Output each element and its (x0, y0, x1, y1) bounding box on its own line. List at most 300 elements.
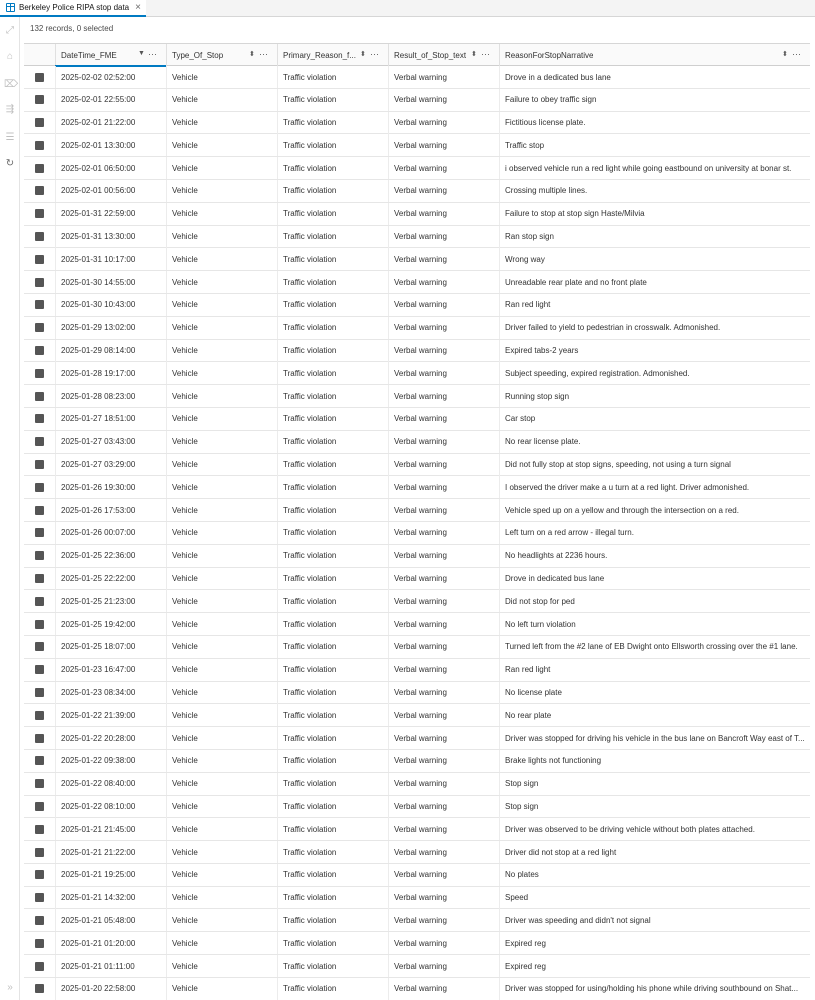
cell-primary-reason: Traffic violation (277, 909, 388, 931)
attribute-table (24, 43, 810, 1000)
sort-descending-icon[interactable]: ▼ (138, 50, 145, 57)
table-row[interactable] (24, 112, 810, 135)
more-options-icon[interactable]: ··· (792, 49, 801, 59)
row-select-cell (24, 180, 55, 202)
row-checkbox[interactable] (35, 711, 44, 720)
row-checkbox[interactable] (35, 506, 44, 515)
row-checkbox[interactable] (35, 369, 44, 378)
cell-primary-reason: Traffic violation (277, 773, 388, 795)
cell-datetime: 2025-01-21 01:11:00 (55, 955, 166, 977)
cell-reason-narrative: Did not stop for ped (499, 590, 810, 612)
cell-datetime: 2025-01-22 09:38:00 (55, 750, 166, 772)
cell-type-of-stop: Vehicle (166, 590, 277, 612)
row-checkbox[interactable] (35, 232, 44, 241)
cell-primary-reason: Traffic violation (277, 271, 388, 293)
table-row[interactable] (24, 750, 810, 773)
cell-primary-reason: Traffic violation (277, 887, 388, 909)
cell-primary-reason: Traffic violation (277, 682, 388, 704)
cell-result-of-stop: Verbal warning (388, 932, 499, 954)
row-checkbox[interactable] (35, 597, 44, 606)
cell-result-of-stop: Verbal warning (388, 112, 499, 134)
row-checkbox[interactable] (35, 665, 44, 674)
row-select-cell (24, 659, 55, 681)
table-header (24, 43, 810, 66)
cell-primary-reason: Traffic violation (277, 545, 388, 567)
row-checkbox[interactable] (35, 164, 44, 173)
table-row[interactable] (24, 431, 810, 454)
table-row[interactable] (24, 568, 810, 591)
cell-reason-narrative: No headlights at 2236 hours. (499, 545, 810, 567)
sort-icon[interactable]: ⬍ (471, 51, 477, 58)
cell-result-of-stop: Verbal warning (388, 476, 499, 498)
cell-primary-reason: Traffic violation (277, 613, 388, 635)
cell-result-of-stop: Verbal warning (388, 704, 499, 726)
column-header-primary-reason[interactable] (277, 44, 388, 66)
more-options-icon[interactable]: ··· (259, 49, 268, 59)
column-header-result-of-stop[interactable] (388, 44, 499, 66)
cell-type-of-stop: Vehicle (166, 203, 277, 225)
column-header-datetime[interactable] (55, 44, 166, 66)
row-select-cell (24, 887, 55, 909)
cell-type-of-stop: Vehicle (166, 248, 277, 270)
cell-primary-reason: Traffic violation (277, 362, 388, 384)
cell-reason-narrative: Driver was observed to be driving vehicle without both plates attached. (499, 818, 810, 840)
row-select-cell (24, 112, 55, 134)
tab-bar (0, 0, 815, 17)
cell-type-of-stop: Vehicle (166, 157, 277, 179)
row-checkbox[interactable] (35, 848, 44, 857)
cell-primary-reason: Traffic violation (277, 932, 388, 954)
column-label: Type_Of_Stop (172, 50, 224, 60)
row-select-cell (24, 408, 55, 430)
tag-icon[interactable]: ⌦ (4, 79, 19, 90)
cell-primary-reason: Traffic violation (277, 431, 388, 453)
row-select-cell (24, 157, 55, 179)
row-checkbox[interactable] (35, 870, 44, 879)
cell-datetime: 2025-01-30 14:55:00 (55, 271, 166, 293)
cell-primary-reason: Traffic violation (277, 226, 388, 248)
row-checkbox[interactable] (35, 916, 44, 925)
table-row[interactable] (24, 248, 810, 271)
expand-icon[interactable]: ⤢ (6, 25, 14, 36)
sort-icon[interactable]: ⬍ (249, 51, 255, 58)
cell-primary-reason: Traffic violation (277, 499, 388, 521)
cell-datetime: 2025-01-21 19:25:00 (55, 864, 166, 886)
row-checkbox[interactable] (35, 688, 44, 697)
cell-result-of-stop: Verbal warning (388, 887, 499, 909)
cell-type-of-stop: Vehicle (166, 864, 277, 886)
row-select-cell (24, 909, 55, 931)
table-row[interactable] (24, 134, 810, 157)
row-select-cell (24, 385, 55, 407)
cell-reason-narrative: No left turn violation (499, 613, 810, 635)
row-checkbox[interactable] (35, 186, 44, 195)
table-row[interactable] (24, 682, 810, 705)
table-row[interactable] (24, 362, 810, 385)
cell-type-of-stop: Vehicle (166, 773, 277, 795)
row-select-cell (24, 248, 55, 270)
cell-datetime: 2025-01-25 22:36:00 (55, 545, 166, 567)
row-checkbox[interactable] (35, 779, 44, 788)
column-header-reason-narrative[interactable] (499, 44, 810, 66)
cell-type-of-stop: Vehicle (166, 818, 277, 840)
row-select-cell (24, 522, 55, 544)
row-checkbox[interactable] (35, 392, 44, 401)
cell-reason-narrative: Running stop sign (499, 385, 810, 407)
cell-result-of-stop: Verbal warning (388, 271, 499, 293)
cell-result-of-stop: Verbal warning (388, 248, 499, 270)
cell-result-of-stop: Verbal warning (388, 659, 499, 681)
row-checkbox[interactable] (35, 95, 44, 104)
cell-result-of-stop: Verbal warning (388, 431, 499, 453)
row-checkbox[interactable] (35, 893, 44, 902)
cell-primary-reason: Traffic violation (277, 248, 388, 270)
cell-datetime: 2025-01-27 03:43:00 (55, 431, 166, 453)
cell-primary-reason: Traffic violation (277, 750, 388, 772)
cell-result-of-stop: Verbal warning (388, 682, 499, 704)
cell-primary-reason: Traffic violation (277, 180, 388, 202)
cell-reason-narrative: Driver failed to yield to pedestrian in crosswalk. Admonished. (499, 317, 810, 339)
table-row[interactable] (24, 454, 810, 477)
cell-result-of-stop: Verbal warning (388, 203, 499, 225)
cell-datetime: 2025-01-25 18:07:00 (55, 636, 166, 658)
cell-datetime: 2025-01-22 21:39:00 (55, 704, 166, 726)
cell-primary-reason: Traffic violation (277, 385, 388, 407)
sort-icon[interactable]: ⬍ (360, 51, 366, 58)
row-select-cell (24, 864, 55, 886)
row-checkbox[interactable] (35, 984, 44, 993)
cell-primary-reason: Traffic violation (277, 659, 388, 681)
cell-type-of-stop: Vehicle (166, 545, 277, 567)
cell-type-of-stop: Vehicle (166, 704, 277, 726)
cell-reason-narrative: I observed the driver make a u turn at a red light. Driver admonished. (499, 476, 810, 498)
row-checkbox[interactable] (35, 551, 44, 560)
cell-type-of-stop: Vehicle (166, 499, 277, 521)
cell-datetime: 2025-01-25 21:23:00 (55, 590, 166, 612)
table-row[interactable] (24, 796, 810, 819)
table-row[interactable] (24, 590, 810, 613)
row-select-cell (24, 134, 55, 156)
cell-result-of-stop: Verbal warning (388, 294, 499, 316)
cell-result-of-stop: Verbal warning (388, 796, 499, 818)
cell-reason-narrative: Driver was speeding and didn't not signal (499, 909, 810, 931)
table-row[interactable] (24, 476, 810, 499)
cell-datetime: 2025-01-28 08:23:00 (55, 385, 166, 407)
row-select-cell (24, 796, 55, 818)
cell-datetime: 2025-02-01 13:30:00 (55, 134, 166, 156)
table-row[interactable] (24, 887, 810, 910)
row-select-cell (24, 978, 55, 1000)
table-row[interactable] (24, 864, 810, 887)
row-checkbox[interactable] (35, 939, 44, 948)
row-select-cell (24, 317, 55, 339)
cell-primary-reason: Traffic violation (277, 636, 388, 658)
table-row[interactable] (24, 180, 810, 203)
table-row[interactable] (24, 203, 810, 226)
row-checkbox[interactable] (35, 642, 44, 651)
table-row[interactable] (24, 271, 810, 294)
cell-result-of-stop: Verbal warning (388, 454, 499, 476)
table-row[interactable] (24, 89, 810, 112)
cell-type-of-stop: Vehicle (166, 294, 277, 316)
cell-datetime: 2025-02-01 22:55:00 (55, 89, 166, 111)
table-row[interactable] (24, 499, 810, 522)
table-row[interactable] (24, 818, 810, 841)
cell-type-of-stop: Vehicle (166, 476, 277, 498)
cell-type-of-stop: Vehicle (166, 568, 277, 590)
more-options-icon[interactable]: ··· (481, 49, 490, 59)
row-checkbox[interactable] (35, 962, 44, 971)
cell-datetime: 2025-02-01 06:50:00 (55, 157, 166, 179)
cell-type-of-stop: Vehicle (166, 978, 277, 1000)
row-select-cell (24, 454, 55, 476)
cell-result-of-stop: Verbal warning (388, 841, 499, 863)
table-row[interactable] (24, 909, 810, 932)
cell-type-of-stop: Vehicle (166, 454, 277, 476)
row-checkbox[interactable] (35, 734, 44, 743)
cell-datetime: 2025-01-21 21:45:00 (55, 818, 166, 840)
table-row[interactable] (24, 317, 810, 340)
row-checkbox[interactable] (35, 574, 44, 583)
row-checkbox[interactable] (35, 802, 44, 811)
cell-type-of-stop: Vehicle (166, 909, 277, 931)
cell-datetime: 2025-01-21 01:20:00 (55, 932, 166, 954)
row-select-cell (24, 818, 55, 840)
cell-primary-reason: Traffic violation (277, 134, 388, 156)
row-checkbox[interactable] (35, 323, 44, 332)
cell-result-of-stop: Verbal warning (388, 134, 499, 156)
cell-type-of-stop: Vehicle (166, 408, 277, 430)
cell-datetime: 2025-01-25 22:22:00 (55, 568, 166, 590)
cell-reason-narrative: Subject speeding, expired registration. Admonished. (499, 362, 810, 384)
table-row[interactable] (24, 385, 810, 408)
cell-datetime: 2025-01-30 10:43:00 (55, 294, 166, 316)
cell-result-of-stop: Verbal warning (388, 909, 499, 931)
cell-datetime: 2025-01-26 19:30:00 (55, 476, 166, 498)
cell-type-of-stop: Vehicle (166, 66, 277, 88)
cell-datetime: 2025-02-01 00:56:00 (55, 180, 166, 202)
column-label: DateTime_FME (61, 50, 117, 60)
cell-datetime: 2025-01-22 20:28:00 (55, 727, 166, 749)
cell-result-of-stop: Verbal warning (388, 317, 499, 339)
row-checkbox[interactable] (35, 346, 44, 355)
cell-result-of-stop: Verbal warning (388, 818, 499, 840)
cell-primary-reason: Traffic violation (277, 454, 388, 476)
table-row[interactable] (24, 955, 810, 978)
cell-reason-narrative: Stop sign (499, 773, 810, 795)
row-select-cell (24, 340, 55, 362)
cell-reason-narrative: Drove in dedicated bus lane (499, 568, 810, 590)
cell-primary-reason: Traffic violation (277, 66, 388, 88)
row-select-cell (24, 841, 55, 863)
table-row[interactable] (24, 294, 810, 317)
cell-primary-reason: Traffic violation (277, 818, 388, 840)
row-select-cell (24, 932, 55, 954)
more-options-icon[interactable]: ··· (370, 49, 379, 59)
cell-type-of-stop: Vehicle (166, 134, 277, 156)
table-row[interactable] (24, 841, 810, 864)
row-select-cell (24, 66, 55, 88)
row-checkbox[interactable] (35, 209, 44, 218)
row-select-cell (24, 226, 55, 248)
cell-datetime: 2025-01-23 08:34:00 (55, 682, 166, 704)
select-all-column[interactable] (24, 44, 55, 66)
cell-type-of-stop: Vehicle (166, 636, 277, 658)
cell-result-of-stop: Verbal warning (388, 613, 499, 635)
cell-primary-reason: Traffic violation (277, 203, 388, 225)
cell-type-of-stop: Vehicle (166, 226, 277, 248)
row-select-cell (24, 955, 55, 977)
row-checkbox[interactable] (35, 756, 44, 765)
cell-type-of-stop: Vehicle (166, 659, 277, 681)
cell-reason-narrative: No plates (499, 864, 810, 886)
cell-datetime: 2025-01-22 08:40:00 (55, 773, 166, 795)
cell-datetime: 2025-01-29 08:14:00 (55, 340, 166, 362)
table-row[interactable] (24, 408, 810, 431)
row-checkbox[interactable] (35, 278, 44, 287)
more-options-icon[interactable]: ··· (148, 49, 157, 59)
table-row[interactable] (24, 727, 810, 750)
cell-result-of-stop: Verbal warning (388, 636, 499, 658)
table-row[interactable] (24, 704, 810, 727)
row-checkbox[interactable] (35, 300, 44, 309)
cell-type-of-stop: Vehicle (166, 340, 277, 362)
cell-result-of-stop: Verbal warning (388, 568, 499, 590)
cell-primary-reason: Traffic violation (277, 955, 388, 977)
cell-datetime: 2025-01-26 17:53:00 (55, 499, 166, 521)
row-select-cell (24, 499, 55, 521)
table-row[interactable] (24, 636, 810, 659)
cell-type-of-stop: Vehicle (166, 682, 277, 704)
row-select-cell (24, 636, 55, 658)
row-select-cell (24, 613, 55, 635)
table-row[interactable] (24, 932, 810, 955)
cell-type-of-stop: Vehicle (166, 613, 277, 635)
cell-reason-narrative: i observed vehicle run a red light while going eastbound on university at bonar st. (499, 157, 810, 179)
cell-primary-reason: Traffic violation (277, 340, 388, 362)
cell-primary-reason: Traffic violation (277, 157, 388, 179)
cell-primary-reason: Traffic violation (277, 864, 388, 886)
cell-result-of-stop: Verbal warning (388, 226, 499, 248)
close-icon[interactable]: × (135, 2, 141, 13)
cell-result-of-stop: Verbal warning (388, 522, 499, 544)
column-label: Result_of_Stop_text (394, 50, 467, 60)
cell-datetime: 2025-01-21 21:22:00 (55, 841, 166, 863)
row-select-cell (24, 568, 55, 590)
cell-type-of-stop: Vehicle (166, 89, 277, 111)
cell-result-of-stop: Verbal warning (388, 773, 499, 795)
table-row[interactable] (24, 773, 810, 796)
column-header-type-of-stop[interactable] (166, 44, 277, 66)
record-summary: 132 records, 0 selected (30, 24, 114, 33)
table-row[interactable] (24, 545, 810, 568)
cell-reason-narrative: Ran stop sign (499, 226, 810, 248)
cell-reason-narrative: Did not fully stop at stop signs, speeding, not using a turn signal (499, 454, 810, 476)
row-checkbox[interactable] (35, 825, 44, 834)
table-row[interactable] (24, 157, 810, 180)
cell-type-of-stop: Vehicle (166, 431, 277, 453)
table-body (24, 66, 810, 1000)
cell-datetime: 2025-01-21 05:48:00 (55, 909, 166, 931)
row-checkbox[interactable] (35, 483, 44, 492)
row-checkbox[interactable] (35, 460, 44, 469)
cell-reason-narrative: Unreadable rear plate and no front plate (499, 271, 810, 293)
refresh-icon[interactable]: ↻ (5, 158, 15, 169)
cell-result-of-stop: Verbal warning (388, 385, 499, 407)
row-checkbox[interactable] (35, 255, 44, 264)
cell-datetime: 2025-01-27 03:29:00 (55, 454, 166, 476)
row-select-cell (24, 590, 55, 612)
cell-result-of-stop: Verbal warning (388, 157, 499, 179)
home-icon[interactable]: ⌂ (6, 51, 14, 62)
cell-datetime: 2025-02-02 02:52:00 (55, 66, 166, 88)
cell-primary-reason: Traffic violation (277, 978, 388, 1000)
cell-type-of-stop: Vehicle (166, 385, 277, 407)
row-checkbox[interactable] (35, 620, 44, 629)
tab-ripa-stop-data[interactable] (0, 0, 146, 17)
row-select-cell (24, 750, 55, 772)
layers-icon[interactable]: ⇶ (5, 104, 15, 115)
cell-primary-reason: Traffic violation (277, 796, 388, 818)
row-checkbox[interactable] (35, 73, 44, 82)
cell-reason-narrative: Driver was stopped for using/holding his phone while driving southbound on Shat... (499, 978, 810, 1000)
table-row[interactable] (24, 66, 810, 89)
cell-reason-narrative: Expired reg (499, 932, 810, 954)
cell-primary-reason: Traffic violation (277, 408, 388, 430)
column-label: ReasonForStopNarrative (505, 50, 594, 60)
row-checkbox[interactable] (35, 118, 44, 127)
cell-type-of-stop: Vehicle (166, 796, 277, 818)
table-row[interactable] (24, 522, 810, 545)
cell-reason-narrative: Drove in a dedicated bus lane (499, 66, 810, 88)
cell-datetime: 2025-01-22 08:10:00 (55, 796, 166, 818)
cell-type-of-stop: Vehicle (166, 180, 277, 202)
cell-result-of-stop: Verbal warning (388, 864, 499, 886)
cell-primary-reason: Traffic violation (277, 841, 388, 863)
table-row[interactable] (24, 226, 810, 249)
row-checkbox[interactable] (35, 141, 44, 150)
sort-icon[interactable]: ⬍ (782, 51, 788, 58)
table-row[interactable] (24, 340, 810, 363)
left-toolbar (0, 17, 20, 1000)
cell-primary-reason: Traffic violation (277, 727, 388, 749)
cell-result-of-stop: Verbal warning (388, 340, 499, 362)
cell-type-of-stop: Vehicle (166, 955, 277, 977)
cell-reason-narrative: Wrong way (499, 248, 810, 270)
table-row[interactable] (24, 613, 810, 636)
cell-datetime: 2025-01-27 18:51:00 (55, 408, 166, 430)
cell-reason-narrative: Failure to stop at stop sign Haste/Milvia (499, 203, 810, 225)
row-select-cell (24, 682, 55, 704)
row-select-cell (24, 203, 55, 225)
cell-datetime: 2025-01-23 16:47:00 (55, 659, 166, 681)
table-row[interactable] (24, 978, 810, 1000)
row-checkbox[interactable] (35, 414, 44, 423)
cell-primary-reason: Traffic violation (277, 476, 388, 498)
cell-reason-narrative: Left turn on a red arrow - illegal turn. (499, 522, 810, 544)
row-checkbox[interactable] (35, 437, 44, 446)
table-row[interactable] (24, 659, 810, 682)
row-select-cell (24, 89, 55, 111)
cell-result-of-stop: Verbal warning (388, 180, 499, 202)
collapse-icon[interactable]: » (7, 982, 13, 993)
cell-result-of-stop: Verbal warning (388, 499, 499, 521)
cell-result-of-stop: Verbal warning (388, 89, 499, 111)
cell-result-of-stop: Verbal warning (388, 66, 499, 88)
cell-primary-reason: Traffic violation (277, 294, 388, 316)
row-checkbox[interactable] (35, 528, 44, 537)
list-icon[interactable]: ☰ (5, 132, 15, 143)
